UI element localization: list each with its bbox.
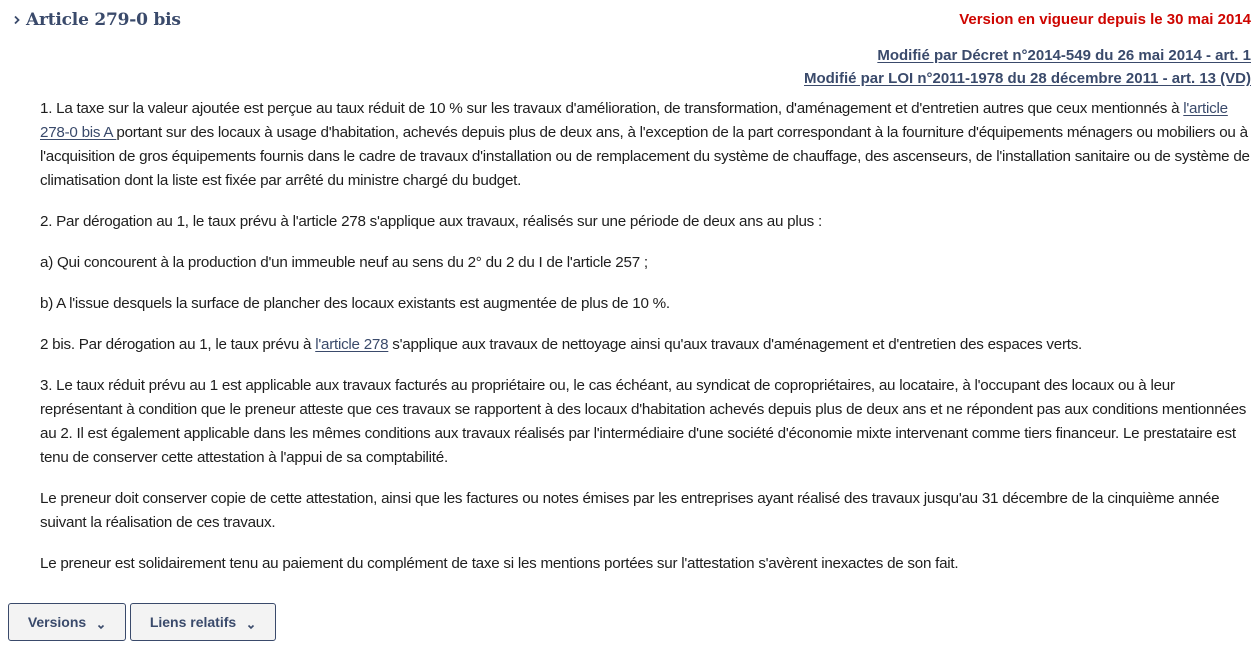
- chevron-right-icon[interactable]: [12, 13, 22, 27]
- chevron-down-icon: [96, 618, 106, 626]
- paragraph-text: 1. La taxe sur la valeur ajoutée est perçue au taux réduit de 10 % sur les travaux d'amélioration, de transformation, d'aménagement et d'entretien autres que ceux mentionnés à: [40, 100, 1184, 117]
- liens-relatifs-dropdown-button[interactable]: [130, 603, 276, 641]
- article-title[interactable]: Article 279-0 bis: [26, 10, 181, 30]
- modification-link-loi-2011-1978[interactable]: Modifié par LOI n°2011-1978 du 28 décembre 2011 - art. 13 (VD): [803, 70, 1251, 87]
- versions-dropdown-button[interactable]: [8, 603, 126, 641]
- paragraph-5: Le preneur est solidairement tenu au paiement du complément de taxe si les mentions portées sur l'attestation s'avèrent inexactes de son fait.: [40, 555, 959, 572]
- paragraph-3: 3. Le taux réduit prévu au 1 est applicable aux travaux facturés au propriétaire ou, le cas échéant, au syndicat de copropriétaires, au locataire, à l'occupant des locaux ou à leur représentant à condition que le preneur atteste que ces travaux se rapportent à des locaux d'habitation achevés depuis plus de deux ans et ne répondent pas aux conditions mentionnées au 2. Il est également applicable dans les mêmes conditions aux travaux réalisés par l'intermédiaire d'une société d'économie mixte intervenant comme tiers financeur. Le prestataire est tenu de conserver cette attestation à l'appui de sa comptabilité.: [40, 377, 1247, 466]
- article-actions: [8, 603, 276, 641]
- chevron-down-icon: [246, 618, 256, 626]
- link-article-278[interactable]: l'article 278: [315, 336, 389, 353]
- paragraph-text: portant sur des locaux à usage d'habitation, achevés depuis plus de deux ans, à l'exception de la part correspondant à la fourniture d'équipements ménagers ou mobiliers ou à l'acquisition de gros équipements fournis dans le cadre de travaux d'installation ou de remplacement du système de chauffage, des ascenseurs, de l'installation sanitaire ou de système de climatisation dont la liste est fixée par arrêté du ministre chargé du budget.: [40, 124, 1250, 189]
- paragraph-2b: b) A l'issue desquels la surface de plancher des locaux existants est augmentée de plus de 10 %.: [40, 295, 670, 312]
- paragraph-2a: a) Qui concourent à la production d'un immeuble neuf au sens du 2° du 2 du I de l'article 257 ;: [40, 254, 648, 271]
- liens-relatifs-label: Liens relatifs: [149, 614, 237, 630]
- paragraph-2bis: [40, 333, 1252, 357]
- modification-link-decret-2014-549[interactable]: Modifié par Décret n°2014-549 du 26 mai 2014 - art. 1: [877, 47, 1251, 64]
- paragraph-4: Le preneur doit conserver copie de cette attestation, ainsi que les factures ou notes émises par les entreprises ayant réalisé des travaux jusqu'au 31 décembre de la cinquième année suivant la réalisation de ces travaux.: [40, 490, 1220, 531]
- version-status: Version en vigueur depuis le 30 mai 2014: [959, 11, 1251, 28]
- paragraph-1: [40, 97, 1252, 193]
- article-header[interactable]: [12, 10, 181, 30]
- versions-label: Versions: [27, 614, 87, 630]
- paragraph-text: s'applique aux travaux de nettoyage ainsi qu'aux travaux d'aménagement et d'entretien des espaces verts.: [388, 336, 1083, 353]
- modification-links: [804, 44, 1251, 90]
- paragraph-text: 2 bis. Par dérogation au 1, le taux prévu à: [40, 336, 316, 353]
- article-content: [40, 97, 1252, 593]
- paragraph-2: 2. Par dérogation au 1, le taux prévu à l'article 278 s'applique aux travaux, réalisés sur une période de deux ans au plus :: [40, 213, 822, 230]
- link-article-278-0-bis-a[interactable]: l'article 278-0 bis A: [40, 100, 1228, 141]
